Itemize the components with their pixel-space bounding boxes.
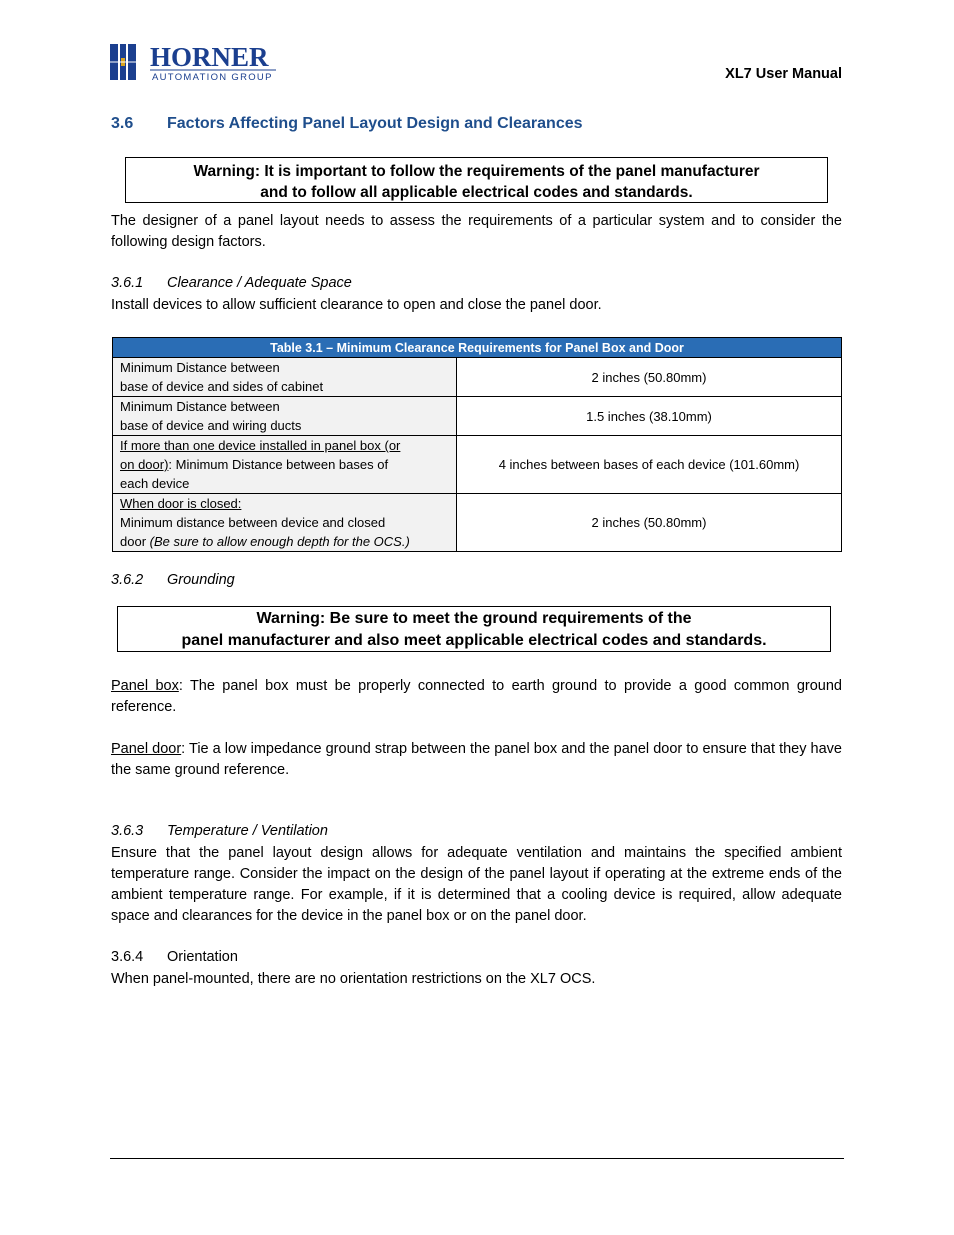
subsection-number: 3.6.4 (111, 949, 144, 965)
clearance-paragraph: Install devices to allow sufficient clearance to open and close the panel door. (111, 297, 602, 313)
horner-logo (110, 42, 280, 84)
subsection-heading-temperature (111, 823, 328, 839)
cell-text: Minimum Distance between (120, 360, 280, 375)
subsection-heading-orientation (111, 949, 238, 965)
cell-text: base of device and wiring ducts (120, 418, 302, 433)
clearance-table (112, 337, 842, 552)
cell-text: Minimum Distance between (120, 399, 280, 414)
logo-text: HORNER (150, 42, 269, 72)
table-cell-value: 2 inches (50.80mm) (457, 494, 842, 552)
table-row (113, 397, 842, 436)
table-header-row (113, 338, 842, 358)
subsection-heading-grounding (111, 572, 235, 588)
cell-italic-text: (Be sure to allow enough depth for the OCS.) (149, 534, 410, 549)
panel-box-text: : The panel box must be properly connected to earth ground to provide a good common ground reference. (111, 678, 842, 715)
cell-text: each device (120, 476, 190, 491)
subsection-title: Orientation (167, 949, 238, 965)
table-row (113, 358, 842, 397)
cell-underlined-text: When door is closed: (120, 496, 242, 511)
panel-door-paragraph (111, 739, 842, 781)
orientation-paragraph: When panel-mounted, there are no orientation restrictions on the XL7 OCS. (111, 971, 596, 987)
warning-box-panel (125, 157, 828, 203)
table-row (113, 494, 842, 552)
table-cell-value: 4 inches between bases of each device (101.60mm) (457, 436, 842, 494)
warning-line-1: Warning: Be sure to meet the ground requirements of the (256, 610, 692, 627)
subsection-title: Grounding (167, 572, 235, 588)
warning-line-1: Warning: It is important to follow the requirements of the panel manufacturer (193, 163, 760, 180)
cell-text: Minimum distance between device and closed (120, 515, 386, 530)
warning-line-2: and to follow all applicable electrical codes and standards. (260, 184, 693, 201)
subsection-number: 3.6.2 (111, 572, 144, 588)
cell-text: door (120, 534, 150, 549)
table-row (113, 436, 842, 494)
cell-underlined-text: If more than one device installed in panel box (or (120, 438, 401, 453)
table-cell-label (113, 358, 457, 397)
warning-box-grounding (117, 606, 831, 652)
section-number: 3.6 (111, 115, 134, 132)
table-cell-value: 1.5 inches (38.10mm) (457, 397, 842, 436)
panel-door-label: Panel door (111, 741, 182, 757)
footer-divider (110, 1158, 844, 1159)
section-title: Factors Affecting Panel Layout Design and Clearances (167, 115, 583, 132)
table-cell-value: 2 inches (50.80mm) (457, 358, 842, 397)
panel-box-label: Panel box (111, 678, 179, 694)
horner-logo-icon (110, 42, 280, 84)
intro-paragraph: The designer of a panel layout needs to assess the requirements of a particular system and to consider the following design factors. (111, 213, 842, 250)
cell-text: base of device and sides of cabinet (120, 379, 324, 394)
subsection-title: Temperature / Ventilation (167, 823, 328, 839)
subsection-title: Clearance / Adequate Space (167, 275, 352, 291)
cell-underlined-text: on door) (120, 457, 169, 472)
section-heading (111, 115, 583, 133)
temperature-paragraph: Ensure that the panel layout design allows for adequate ventilation and maintains the specified ambient temperature range. Consider the impact on the design of the panel layout if operating at the extreme ends of the ambient temperature range. For example, if it is determined that a cooling device is required, allow adequate space and clearances for the device in the panel box or on the panel door. (111, 845, 842, 924)
subsection-number: 3.6.1 (111, 275, 144, 291)
table-cell-label (113, 436, 457, 494)
table-caption: Table 3.1 – Minimum Clearance Requirements for Panel Box and Door (113, 338, 842, 358)
panel-box-paragraph (111, 676, 842, 718)
table-cell-label (113, 397, 457, 436)
panel-door-text: : Tie a low impedance ground strap between the panel box and the panel door to ensure that they have the same ground reference. (111, 741, 842, 778)
table-cell-label (113, 494, 457, 552)
subsection-number: 3.6.3 (111, 823, 144, 839)
cell-text: : Minimum Distance between bases of (168, 457, 389, 472)
logo-subtext: AUTOMATION GROUP (152, 72, 273, 83)
document-title: XL7 User Manual (725, 66, 842, 82)
warning-line-2: panel manufacturer and also meet applicable electrical codes and standards. (181, 632, 767, 649)
subsection-heading-clearance (111, 275, 352, 291)
